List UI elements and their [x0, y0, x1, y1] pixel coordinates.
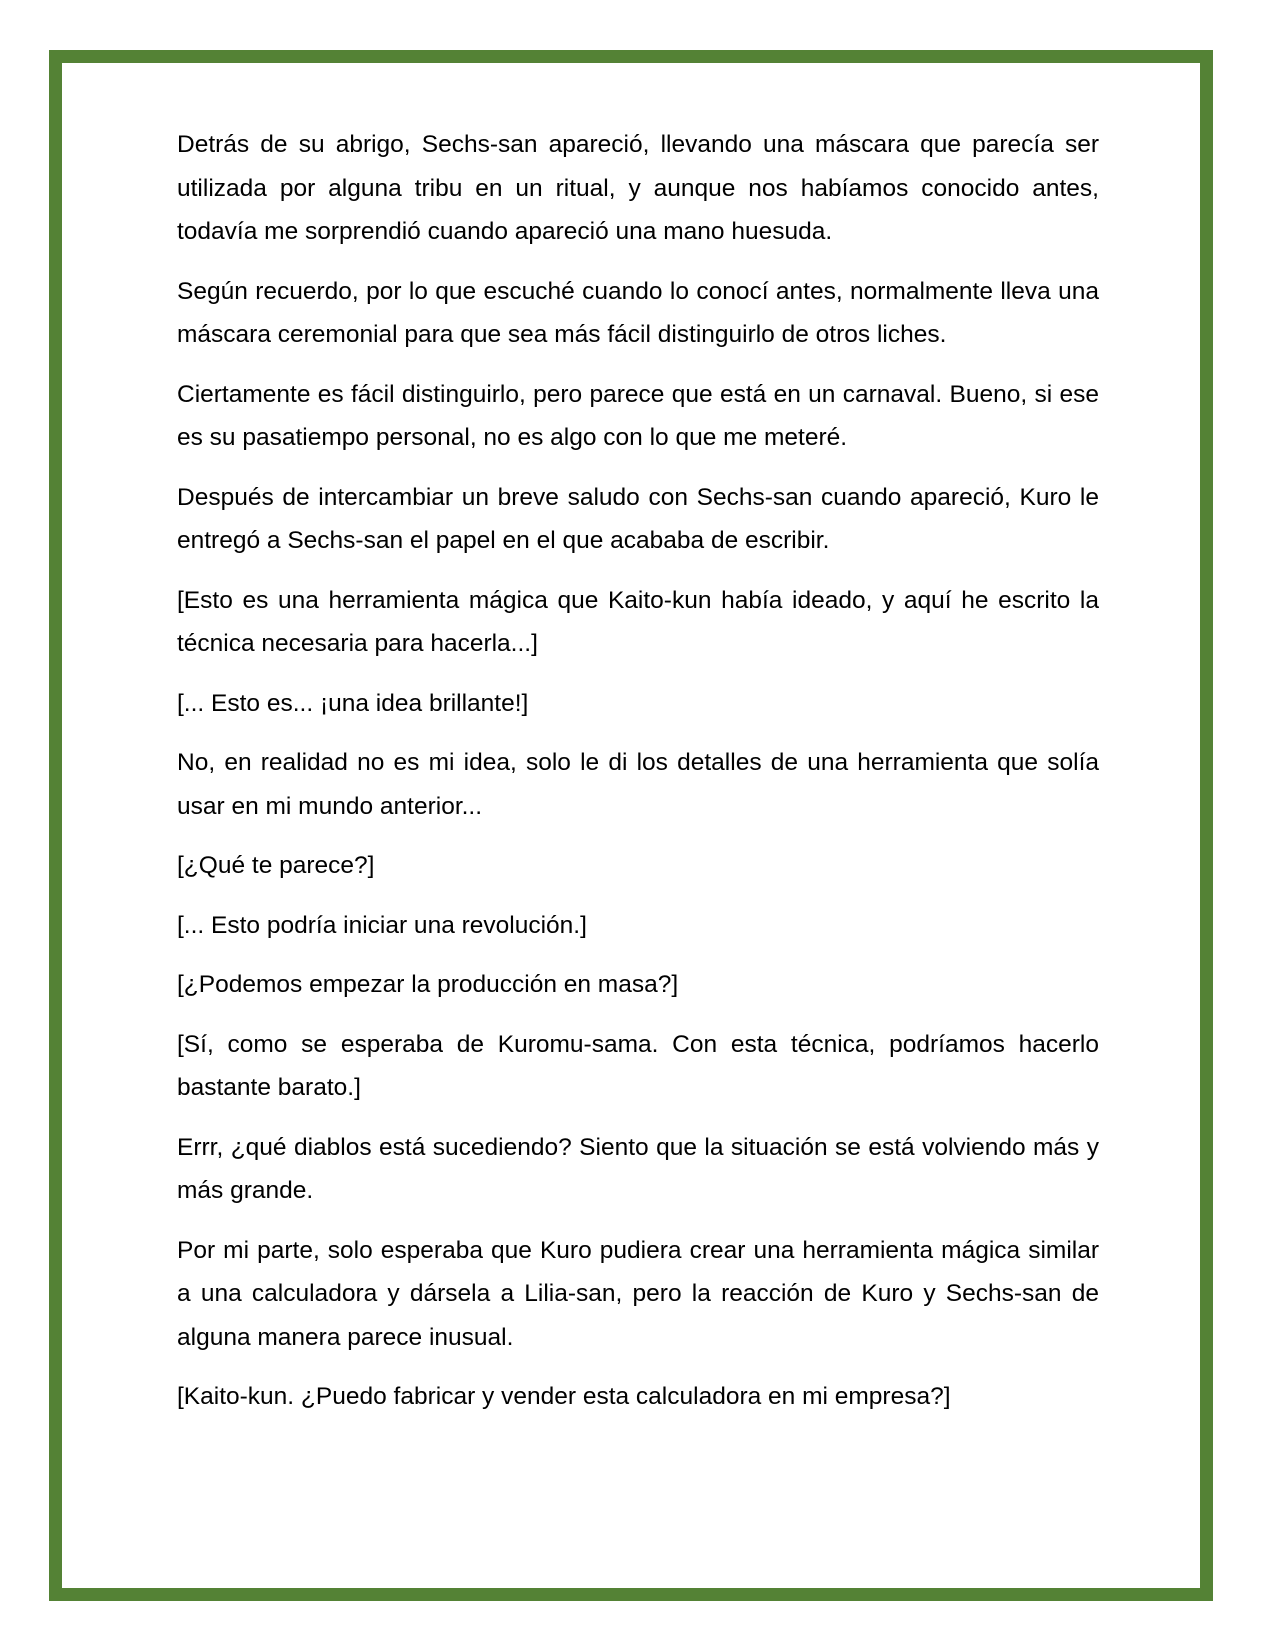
paragraph: No, en realidad no es mi idea, solo le di los detalles de una herramienta que solía usar en mi mundo anterior...	[177, 749, 1099, 820]
dialogue-line: [Kaito-kun. ¿Puedo fabricar y vender esta calculadora en mi empresa?]	[177, 1383, 951, 1410]
dialogue-line: [Sí, como se esperaba de Kuromu-sama. Con esta técnica, podríamos hacerlo bastante barato.]	[177, 1030, 1099, 1101]
paragraph: Por mi parte, solo esperaba que Kuro pudiera crear una herramienta mágica similar a una calculadora y dársela a Lilia-san, pero la reacción de Kuro y Sechs-san de alguna manera parece inusual.	[177, 1236, 1099, 1351]
paragraph: Ciertamente es fácil distinguirlo, pero parece que está en un carnaval. Bueno, si ese es su pasatiempo personal, no es algo con lo que me meteré.	[177, 380, 1099, 451]
paragraph: Errr, ¿qué diablos está sucediendo? Siento que la situación se está volviendo más y más grande.	[177, 1133, 1099, 1204]
dialogue-line: [¿Podemos empezar la producción en masa?]	[177, 971, 679, 998]
paragraph: Según recuerdo, por lo que escuché cuando lo conocí antes, normalmente lleva una máscara ceremonial para que sea más fácil distinguirlo de otros liches.	[177, 277, 1099, 348]
dialogue-line: [... Esto es... ¡una idea brillante!]	[177, 689, 529, 717]
paragraph: Después de intercambiar un breve saludo con Sechs-san cuando apareció, Kuro le entregó a Sechs-san el papel en el que acababa de escribir.	[177, 483, 1099, 554]
dialogue-line: [¿Qué te parece?]	[177, 852, 375, 879]
document-body	[177, 123, 1099, 1435]
paragraph: Detrás de su abrigo, Sechs-san apareció, llevando una máscara que parecía ser utilizada por alguna tribu en un ritual, y aunque nos habíamos conocido antes, todavía me sorprendió cuando apareció una mano huesuda.	[177, 131, 1099, 245]
dialogue-line: [... Esto podría iniciar una revolución.]	[177, 911, 587, 939]
dialogue-line: [Esto es una herramienta mágica que Kaito-kun había ideado, y aquí he escrito la técnica necesaria para hacerla...]	[177, 586, 1099, 657]
